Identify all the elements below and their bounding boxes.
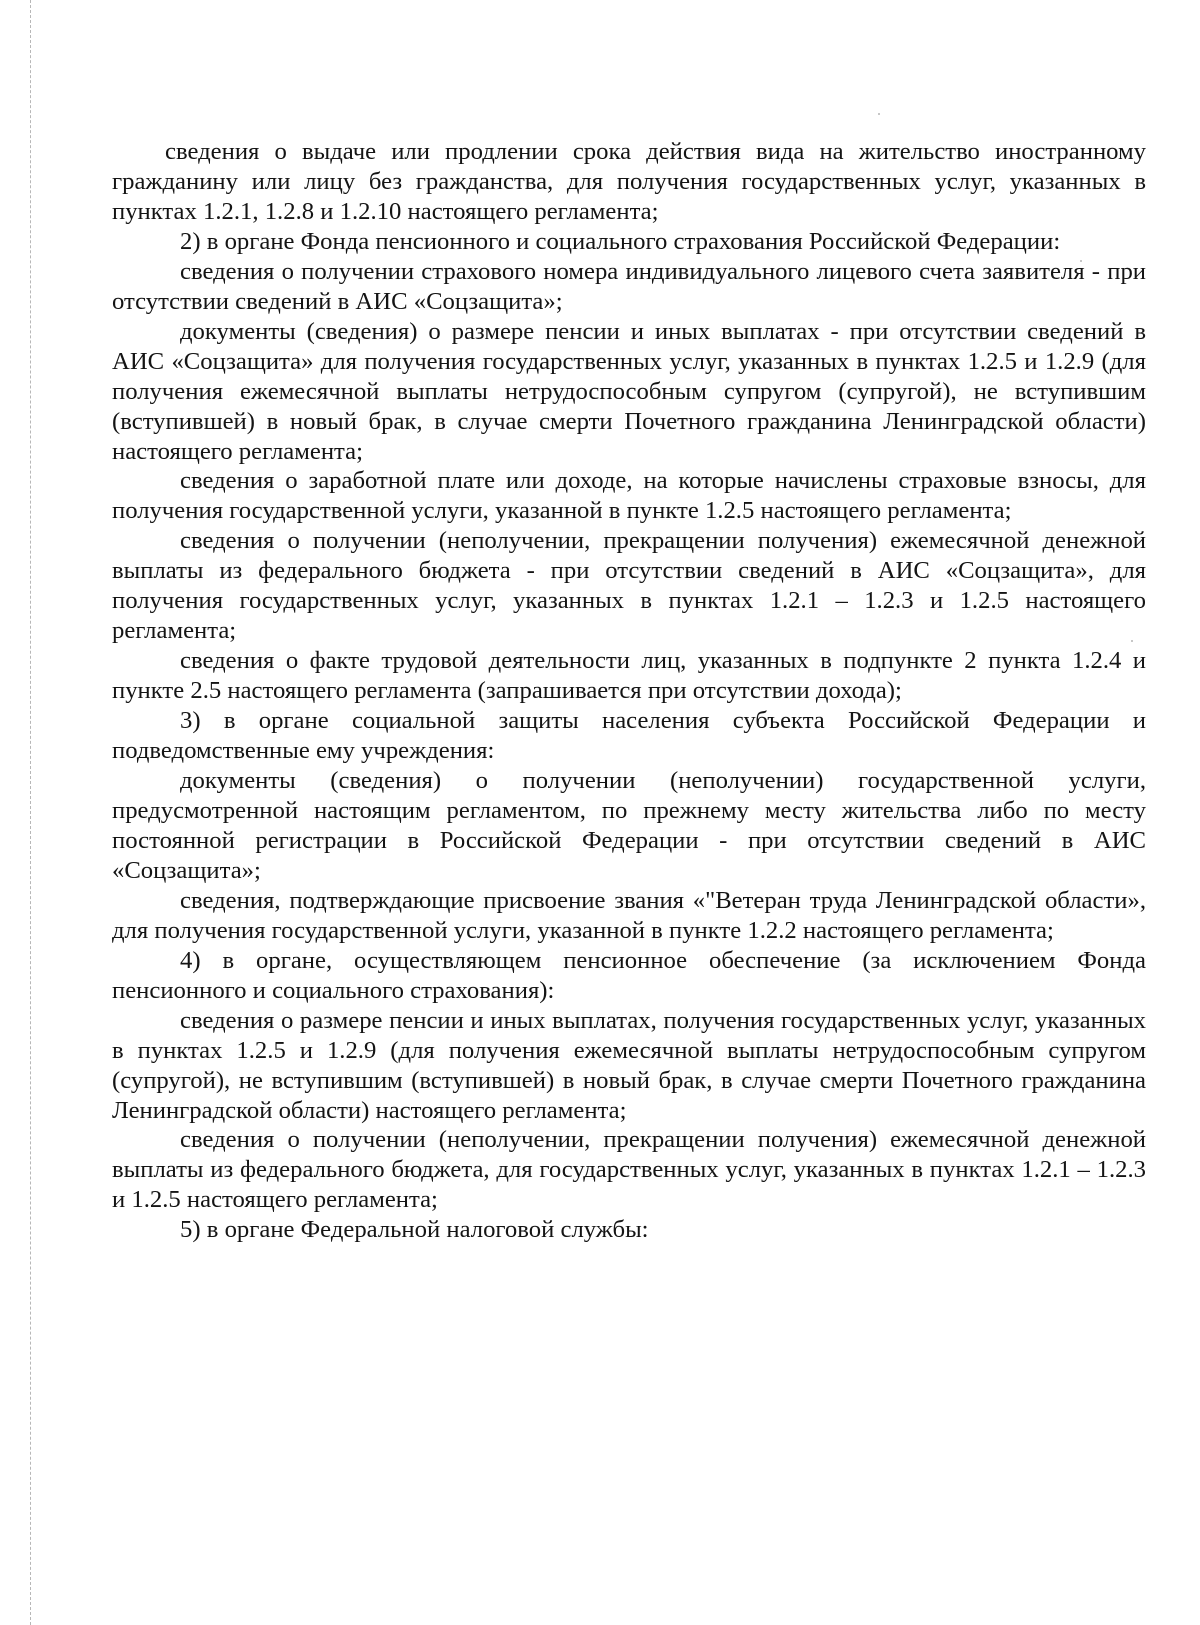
document-body [112, 137, 1146, 1245]
paragraph-snils-info: сведения о получении страхового номера индивидуального лицевого счета заявителя - при отсутствии сведений в АИС «Соцзащита»; [112, 257, 1146, 315]
paragraph-federal-payment-info: сведения о получении (неполучении, прекращении получения) ежемесячной денежной выплаты из федерального бюджета, для государственных услуг, указанных в пунктах 1.2.1 – 1.2.3 и 1.2.5 настоящего регламента; [112, 1126, 1146, 1214]
paragraph-veteran-title-info: сведения, подтверждающие присвоение звания «"Ветеран труда Ленинградской области», для получения государственной услуги, указанной в пункте 1.2.2 настоящего регламента; [112, 886, 1146, 944]
scan-speck [878, 113, 880, 115]
scan-edge-line [30, 0, 31, 1625]
paragraph-pension-fund-heading: 2) в органе Фонда пенсионного и социального страхования Российской Федерации: [180, 227, 1061, 255]
paragraph-pension-documents: документы (сведения) о размере пенсии и иных выплатах - при отсутствии сведений в АИС «Соцзащита» для получения государственных услуг, указанных в пунктах 1.2.5 и 1.2.9 (для получения ежемесячной выплаты нетрудоспособным супругом (супругой), не вступившим (вступившей) в новый брак, в случае смерти Почетного гражданина Ленинградской области) настоящего регламента; [112, 317, 1146, 465]
paragraph-salary-info: сведения о заработной плате или доходе, на которые начислены страховые взносы, для получения государственной услуги, указанной в пункте 1.2.5 настоящего регламента; [112, 467, 1146, 525]
paragraph-monthly-payment-info: сведения о получении (неполучении, прекращении получения) ежемесячной денежной выплаты из федерального бюджета - при отсутствии сведений в АИС «Соцзащита», для получения государственных услуг, указанных в пунктах 1.2.1 – 1.2.3 и 1.2.5 настоящего регламента; [112, 527, 1146, 645]
paragraph-tax-service-heading: 5) в органе Федеральной налоговой службы: [180, 1216, 649, 1244]
paragraph-social-protection-heading: 3) в органе социальной защиты населения субъекта Российской Федерации и подведомственные ему учреждения: [112, 707, 1146, 765]
paragraph-employment-info: сведения о факте трудовой деятельности лиц, указанных в подпункте 2 пункта 1.2.4 и пункте 2.5 настоящего регламента (запрашивается при отсутствии дохода); [112, 647, 1146, 705]
paragraph-pension-amount-info: сведения о размере пенсии и иных выплатах, получения государственных услуг, указанных в пунктах 1.2.5 и 1.2.9 (для получения ежемесячной выплаты нетрудоспособным супругом (супругой), не вступившим (вступившей) в новый брак, в случае смерти Почетного гражданина Ленинградской области) настоящего регламента; [112, 1006, 1146, 1124]
paragraph-pension-provider-heading: 4) в органе, осуществляющем пенсионное обеспечение (за исключением Фонда пенсионного и социального страхования): [112, 946, 1146, 1004]
paragraph-previous-residence-info: документы (сведения) о получении (неполучении) государственной услуги, предусмотренной настоящим регламентом, по прежнему месту жительства либо по месту постоянной регистрации в Российской Федерации - при отсутствии сведений в АИС «Соцзащита»; [112, 767, 1146, 884]
paragraph-residence-permit: сведения о выдаче или продлении срока действия вида на жительство иностранному гражданину или лицу без гражданства, для получения государственных услуг, указанных в пунктах 1.2.1, 1.2.8 и 1.2.10 настоящего регламента; [112, 138, 1146, 225]
